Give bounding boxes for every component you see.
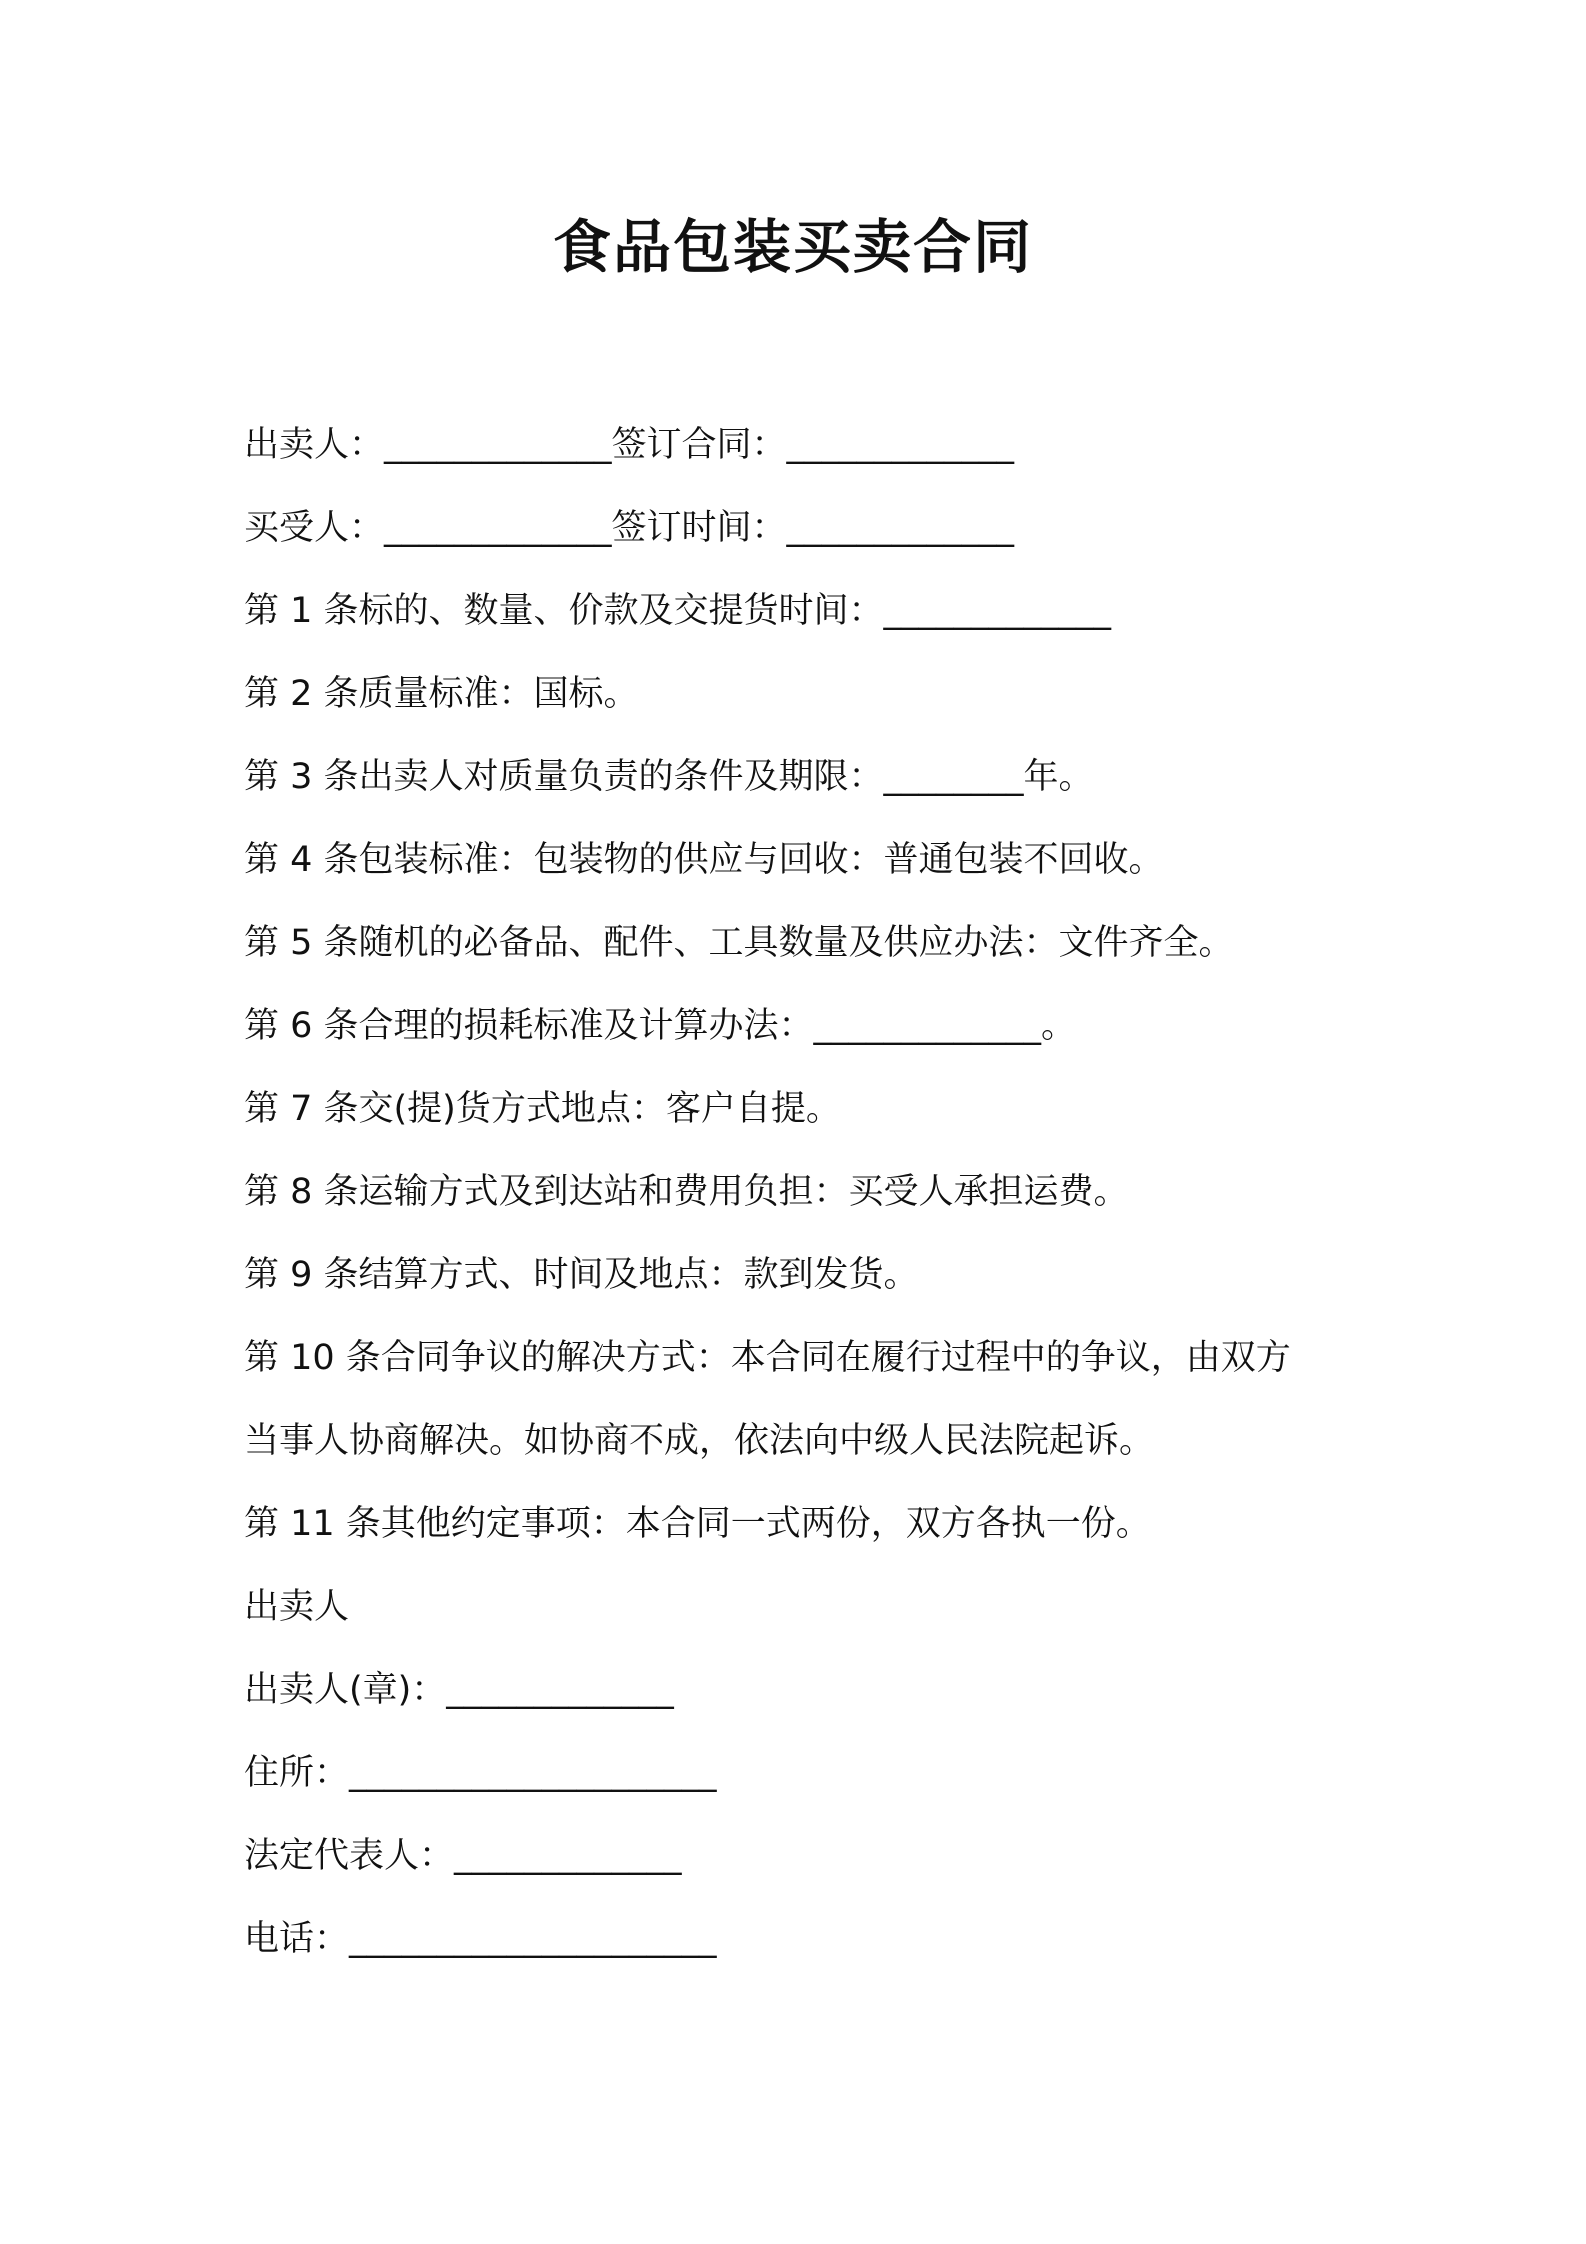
article-8: 第 8 条运输方式及到达站和费用负担：买受人承担运费。: [244, 1172, 1129, 1212]
article-11: 第 11 条其他约定事项：本合同一式两份，双方各执一份。: [244, 1504, 1151, 1544]
article-2: 第 2 条质量标准：国标。: [244, 674, 639, 714]
article-10-line-2: 当事人协商解决。如协商不成，依法向中级人民法院起诉。: [244, 1421, 1155, 1461]
seller-signing-line: 出卖人：_____________签订合同：_____________: [244, 425, 1015, 465]
article-4: 第 4 条包装标准：包装物的供应与回收：普通包装不回收。: [244, 840, 1164, 880]
buyer-date-line: 买受人：_____________签订时间：_____________: [244, 508, 1015, 548]
article-1: 第 1 条标的、数量、价款及交提货时间：_____________: [244, 591, 1112, 631]
article-10-line-1: 第 10 条合同争议的解决方式：本合同在履行过程中的争议，由双方: [244, 1338, 1291, 1378]
document-title: 食品包装买卖合同: [552, 213, 1033, 281]
article-7: 第 7 条交(提)货方式地点：客户自提。: [244, 1089, 841, 1129]
seller-seal-field: 出卖人(章)：_____________: [244, 1670, 674, 1710]
article-9: 第 9 条结算方式、时间及地点：款到发货。: [244, 1255, 919, 1295]
document-body: [244, 404, 1364, 1981]
legal-representative-field: 法定代表人：_____________: [244, 1836, 682, 1876]
article-5: 第 5 条随机的必备品、配件、工具数量及供应办法：文件齐全。: [244, 923, 1234, 963]
article-6: 第 6 条合理的损耗标准及计算办法：_____________。: [244, 1006, 1077, 1046]
address-field: 住所：_____________________: [244, 1753, 717, 1793]
article-3: 第 3 条出卖人对质量负责的条件及期限：________年。: [244, 757, 1094, 797]
phone-field: 电话：_____________________: [244, 1919, 717, 1959]
seller-heading: 出卖人: [244, 1587, 350, 1627]
